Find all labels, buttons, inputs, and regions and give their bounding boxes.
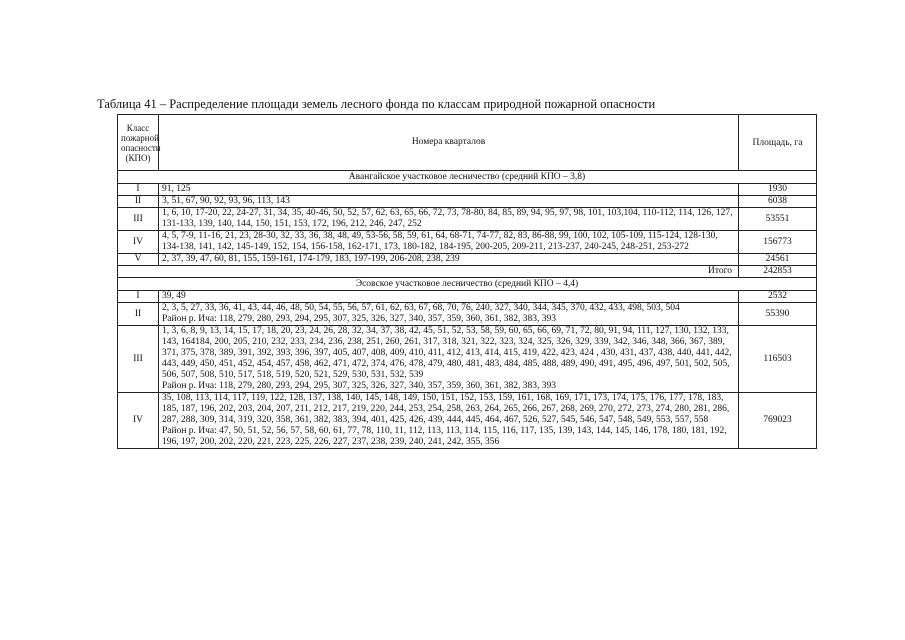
total-label: Итого	[118, 266, 739, 278]
class-cell: II	[118, 196, 159, 208]
class-cell: I	[118, 291, 159, 303]
quarters-cell: 4, 5, 7-9, 11-16, 21, 23, 28-30, 32, 33, 36, 38, 48, 49, 53-56, 58, 59, 61, 64, 68-71, 74-77, 82, 83, 86-88, 99, 100, 102, 105-109, 115-124, 128-130, 134-138, 141, 142, 145-149, 152, 154, 156-158, 162-171, 173, 180-182, 184-195, 200-205, 209-211, 213-237, 240-245, 248-251, 253-272	[159, 231, 739, 254]
quarters-cell	[159, 326, 739, 393]
area-cell: 53551	[739, 208, 817, 231]
quarters-main: 35, 108, 113, 114, 117, 119, 122, 128, 137, 138, 140, 145, 148, 149, 150, 151, 152, 153, 159, 161, 168, 169, 171, 173, 174, 175, 176, 177, 178, 183, 185, 187, 196, 202, 203, 204, 207, 211, 212, 217, 219, 220, 244, 253, 254, 258, 263, 264, 265, 266, 267, 268, 269, 270, 272, 273, 274, 280, 281, 286, 287, 288, 309, 314, 319, 320, 358, 361, 382, 383, 394, 401, 425, 426, 439, 444, 445, 464, 467, 526, 527, 545, 546, 547, 548, 549, 553, 557, 558	[162, 393, 730, 425]
area-cell: 2532	[739, 291, 817, 303]
table-row	[118, 196, 817, 208]
class-cell: IV	[118, 231, 159, 254]
quarters-main: 2, 3, 5, 27, 33, 36, 41, 43, 44, 46, 48, 50, 54, 55, 56, 57, 61, 62, 63, 67, 68, 70, 76, 240, 327, 340, 344, 345, 370, 432, 433, 498, 503, 504	[162, 303, 680, 313]
class-cell: III	[118, 326, 159, 393]
table-row	[118, 231, 817, 254]
fire-hazard-table	[117, 114, 817, 449]
class-cell: I	[118, 184, 159, 196]
class-cell: V	[118, 254, 159, 266]
class-cell: III	[118, 208, 159, 231]
quarters-icha-area: Район р. Ича: 118, 279, 280, 293, 294, 295, 307, 325, 326, 327, 340, 357, 359, 360, 361, 382, 383, 393	[162, 314, 557, 324]
table-row	[118, 326, 817, 393]
quarters-cell: 1, 6, 10, 17-20, 22, 24-27, 31, 34, 35, 40-46, 50, 52, 57, 62, 63, 65, 66, 72, 73, 78-80, 84, 85, 89, 94, 95, 97, 98, 101, 103,104, 110-112, 114, 126, 127, 131-133, 139, 140, 144, 150, 151, 153, 172, 196, 212, 246, 247, 252	[159, 208, 739, 231]
area-cell: 116503	[739, 326, 817, 393]
quarters-cell: 39, 49	[159, 291, 739, 303]
quarters-icha-area: Район р. Ича: 118, 279, 280, 293, 294, 295, 307, 325, 326, 327, 340, 357, 359, 360, 361, 382, 383, 393	[162, 381, 557, 391]
area-cell: 1930	[739, 184, 817, 196]
table-caption: Таблица 41 – Распределение площади земель лесного фонда по классам природной пожарной опасности	[97, 97, 656, 111]
area-cell: 156773	[739, 231, 817, 254]
header-class: Класс пожарной опасности (КПО)	[118, 115, 159, 171]
quarters-main: 1, 3, 6, 8, 9, 13, 14, 15, 17, 18, 20, 23, 24, 26, 28, 32, 34, 37, 38, 42, 45, 51, 52, 53, 58, 59, 60, 65, 66, 69, 71, 72, 80, 91, 94, 111, 127, 130, 132, 133, 143, 164184, 200, 205, 210, 232, 233, 234, 236, 238, 251, 260, 261, 317, 318, 321, 322, 323, 324, 325, 326, 329, 339, 342, 346, 348, 366, 367, 389, 371, 375, 378, 389, 391, 392, 393, 396, 397, 405, 407, 408, 409, 410, 411, 412, 413, 414, 415, 419, 422, 423, 424 , 430, 431, 437, 438, 440, 441, 442, 443, 449, 450, 451, 452, 454, 457, 458, 462, 471, 472, 374, 476, 478, 479, 480, 481, 483, 484, 485, 488, 489, 490, 491, 495, 496, 497, 501, 502, 505, 506, 507, 508, 510, 517, 518, 519, 520, 521, 529, 530, 531, 532, 539	[162, 326, 732, 380]
total-row	[118, 266, 817, 278]
section-title-row	[118, 278, 817, 291]
quarters-cell: 91, 125	[159, 184, 739, 196]
area-cell: 769023	[739, 393, 817, 449]
class-cell: IV	[118, 393, 159, 449]
table-row	[118, 291, 817, 303]
area-cell: 55390	[739, 303, 817, 326]
quarters-cell: 2, 37, 39, 47, 60, 81, 155, 159-161, 174-179, 183, 197-199, 206-208, 238, 239	[159, 254, 739, 266]
quarters-icha-area: Район р. Ича: 47, 50, 51, 52, 56, 57, 58, 60, 61, 77, 78, 110, 11, 112, 113, 113, 114, 115, 116, 117, 135, 139, 143, 144, 145, 146, 178, 180, 181, 192, 196, 197, 200, 202, 220, 221, 223, 225, 226, 227, 237, 238, 239, 240, 241, 242, 355, 356	[162, 426, 727, 447]
section-title: Авангайское участковое лесничество (средний КПО – 3,8)	[118, 171, 817, 184]
table-row	[118, 254, 817, 266]
table-row	[118, 393, 817, 449]
area-cell: 6038	[739, 196, 817, 208]
section-title-row	[118, 171, 817, 184]
quarters-cell	[159, 393, 739, 449]
area-cell: 24561	[739, 254, 817, 266]
quarters-cell: 3, 51, 67, 90, 92, 93, 96, 113, 143	[159, 196, 739, 208]
header-area: Площадь, га	[739, 115, 817, 171]
header-quarters: Номера кварталов	[159, 115, 739, 171]
section-title: Эсовское участковое лесничество (средний КПО – 4,4)	[118, 278, 817, 291]
table-header-row	[118, 115, 817, 171]
table-row	[118, 184, 817, 196]
table-row	[118, 208, 817, 231]
class-cell: II	[118, 303, 159, 326]
total-value: 242853	[739, 266, 817, 278]
table-row	[118, 303, 817, 326]
quarters-cell	[159, 303, 739, 326]
